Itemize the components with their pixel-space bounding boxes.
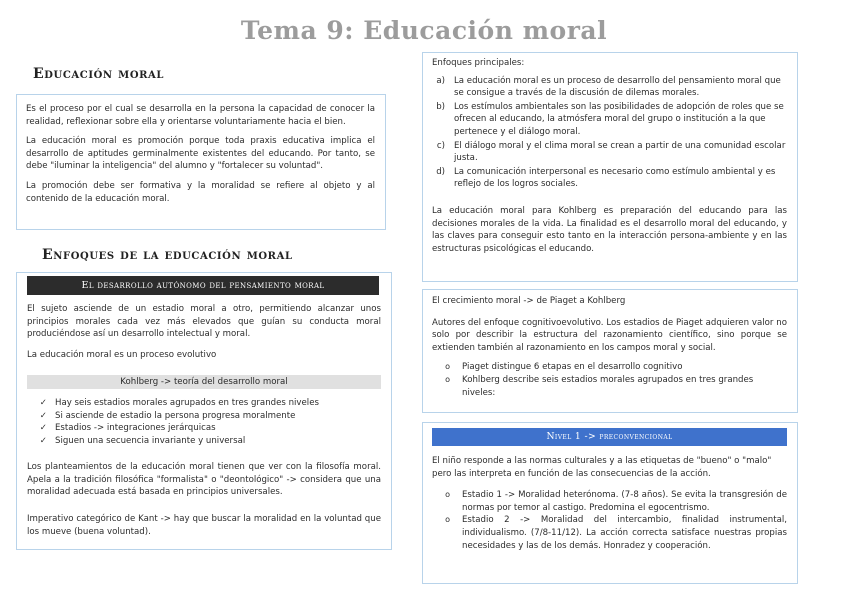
list-marker: a) <box>436 75 445 86</box>
crecimiento-moral-box <box>422 289 798 413</box>
list-item <box>432 140 787 165</box>
subheading-bar-kohlberg: Kohlberg -> teoría del desarrollo moral <box>27 375 381 389</box>
paragraph: La educación moral es un proceso evolutivo <box>27 350 217 360</box>
list-item-text: La comunicación interpersonal es necesario como estímulo ambiental y es reflejo de los logros sociales. <box>454 166 776 190</box>
paragraph: La promoción debe ser formativa y la moralidad se refiere al objeto y al contenido de la educación moral. <box>26 180 375 204</box>
check-icon: ✓ <box>39 423 47 434</box>
list-item-text: Siguen una secuencia invariante y universal <box>55 435 246 446</box>
section-heading-enfoques: Enfoques de la educación moral <box>42 247 293 263</box>
list-marker: d) <box>436 166 445 177</box>
list-item <box>432 166 787 191</box>
list-item-text: La educación moral es un proceso de desarrollo del pensamiento moral que se consigue a través de la discusión de dilemas morales. <box>454 75 781 99</box>
section-bar-desarrollo-autonomo: El desarrollo autónomo del pensamiento moral <box>27 276 379 295</box>
bullet-list <box>432 361 787 399</box>
list-item-text: Kohlberg describe seis estadios morales agrupados en tres grandes niveles: <box>462 374 754 398</box>
bullet-icon: o <box>445 362 450 372</box>
nivel-1-box <box>422 422 798 584</box>
list-item <box>432 361 787 374</box>
bullet-list <box>432 489 787 552</box>
list-item-text: Estadios -> integraciones jerárquicas <box>55 423 216 434</box>
box-intro: Enfoques principales: <box>432 58 525 68</box>
list-item <box>27 397 381 410</box>
list-item-text: Hay seis estadios morales agrupados en tres grandes niveles <box>55 398 319 408</box>
bullet-icon: o <box>445 490 450 500</box>
list-item <box>432 101 787 139</box>
list-marker: c) <box>436 140 445 151</box>
check-list <box>27 397 381 447</box>
list-item-text: Estadio 2 -> Moralidad del intercambio, finalidad instrumental, individualismo. (7/8-11/12). La acción correcta satisface nuestras propias necesidades y las de los demás. Honradez y cooperación. <box>462 515 787 551</box>
section-bar-nivel-1: Nivel 1 -> preconvencional <box>432 428 787 446</box>
page-title: Tema 9: Educación moral <box>240 16 608 45</box>
check-icon: ✓ <box>39 410 47 421</box>
list-marker: b) <box>436 101 445 112</box>
paragraph: Imperativo categórico de Kant -> hay que buscar la moralidad en la voluntad que los mueve (buena voluntad). <box>27 514 381 537</box>
educacion-moral-box <box>16 94 386 230</box>
paragraph: La educación moral es promoción porque toda praxis educativa implica el desarrollo de aptitudes germinalmente existentes del educando. Por tanto, se debe "iluminar la inteligencia" del alumno y "fortalecer su voluntad". <box>26 136 375 172</box>
list-item <box>27 410 381 423</box>
paragraph: La educación moral para Kohlberg es preparación del educando para las decisiones morales de la vida. La finalidad es el desarrollo moral del educando, y las claves para conseguir esto tanto en la interacción persona-ambiente y en las estructuras psicológicas el educando. <box>432 205 787 254</box>
list-item-text: El diálogo moral y el clima moral se crean a partir de una comunidad escolar justa. <box>454 140 786 164</box>
list-item-text: Piaget distingue 6 etapas en el desarrollo cognitivo <box>462 362 683 373</box>
paragraph: Es el proceso por el cual se desarrolla en la persona la capacidad de conocer la realidad, reflexionar sobre ella y orientarse voluntariamente hacia el bien. <box>26 104 375 127</box>
list-item <box>432 514 787 552</box>
list-item-text: Si asciende de estadio la persona progresa moralmente <box>55 410 296 421</box>
list-item <box>432 75 787 100</box>
section-heading-educacion-moral: Educación moral <box>33 66 165 82</box>
bullet-icon: o <box>445 515 450 525</box>
paragraph: El niño responde a las normas culturales y a las etiquetas de "bueno" o "malo" pero las interpreta en función de las consecuencias de la acción. <box>432 456 772 479</box>
enfoques-principales-box <box>422 52 798 282</box>
list-item <box>27 435 381 448</box>
list-item-text: Estadio 1 -> Moralidad heterónoma. (7-8 años). Se evita la transgresión de normas por temor al castigo. Predomina el egocentrismo. <box>462 490 787 513</box>
paragraph: Autores del enfoque cognitivoevolutivo. Los estadios de Piaget adquieren valor no solo por describir la estructura del razonamiento científico, sino porque se extienden también al razonamiento en los campos moral y social. <box>432 317 787 353</box>
list-item <box>432 374 787 399</box>
paragraph: El sujeto asciende de un estadio moral a otro, permitiendo alcanzar unos principios morales cada vez más elevados que guían su conducta moral produciéndose así un desarrollo intelectual y moral. <box>27 304 381 340</box>
check-icon: ✓ <box>39 435 47 446</box>
ordered-list <box>432 75 787 191</box>
box-heading: El crecimiento moral -> de Piaget a Kohlberg <box>432 296 626 306</box>
list-item <box>432 489 787 514</box>
paragraph: Los planteamientos de la educación moral tienen que ver con la filosofía moral. Apela a la tradición filosófica "formalista" o "deontológico" -> considera que una moralidad adecuada está basada en principios universales. <box>27 462 381 498</box>
enfoques-box <box>16 272 392 550</box>
list-item-text: Los estímulos ambientales son las posibilidades de adopción de roles que se ofrecen al educando, la atmósfera moral del grupo o institución a la que pertenece y el diálogo moral. <box>454 101 784 137</box>
bullet-icon: o <box>445 374 450 384</box>
check-icon: ✓ <box>39 398 47 408</box>
list-item <box>27 422 381 435</box>
